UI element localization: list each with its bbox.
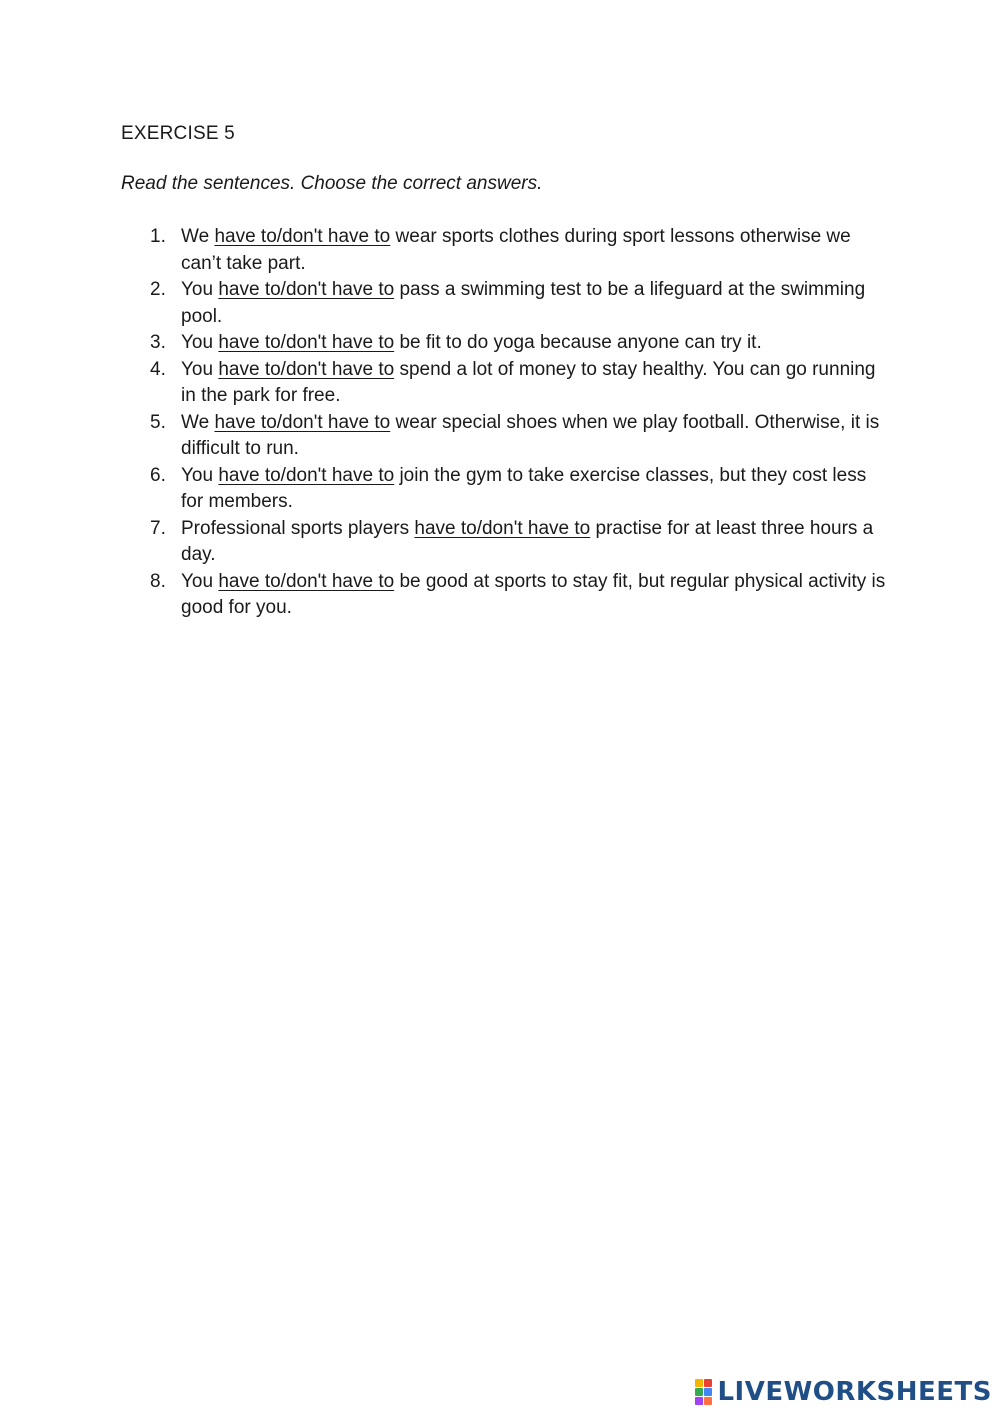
instructions: Read the sentences. Choose the correct answers.: [121, 173, 543, 194]
sentence-end: pass a swimming test to be a lifeguard at the swimming pool.: [181, 279, 866, 327]
sentence-start: You: [181, 279, 219, 300]
answer-choice-4[interactable]: have to/don't have to: [218, 358, 395, 380]
sentence-end: be good at sports to stay fit, but regular physical activity is good for you.: [181, 570, 886, 618]
item-number: 1.: [150, 226, 166, 247]
logo-text: LIVEWORKSHEETS: [717, 1377, 992, 1407]
sentence-start: You: [181, 570, 219, 592]
sentence-start: You: [181, 358, 219, 380]
item-number: 2.: [150, 279, 166, 300]
answer-choice-6[interactable]: have to/don't have to: [218, 464, 395, 486]
answer-choice-8[interactable]: have to/don't have to: [218, 570, 395, 592]
page-title: EXERCISE 5: [121, 123, 235, 144]
liveworksheets-logo: [695, 1377, 992, 1407]
logo-mark-icon: [695, 1379, 712, 1405]
list-item: [150, 410, 890, 463]
answer-choice-7[interactable]: have to/don't have to: [414, 517, 591, 539]
list-item: [150, 569, 890, 622]
sentence-end: be fit to do yoga because anyone can try it.: [394, 332, 762, 353]
logo-block: [695, 1379, 703, 1387]
answer-choice-5[interactable]: have to/don't have to: [214, 411, 391, 433]
sentence-start: We: [181, 411, 215, 433]
item-number: 7.: [150, 517, 166, 539]
answer-choice-2[interactable]: have to/don't have to: [218, 279, 395, 300]
item-number: 3.: [150, 332, 166, 353]
logo-block: [695, 1388, 703, 1396]
item-number: 4.: [150, 358, 166, 380]
sentence-end: spend a lot of money to stay healthy. You can go running in the park for free.: [181, 358, 876, 406]
list-item: [150, 357, 890, 410]
exercise-list: [150, 224, 890, 622]
list-item: [150, 224, 890, 277]
sentence-start: We: [181, 226, 215, 247]
sentence-end: wear sports clothes during sport lessons otherwise we can’t take part.: [181, 226, 851, 274]
item-number: 8.: [150, 570, 166, 592]
item-number: 6.: [150, 464, 166, 486]
sentence-start: Professional sports players: [181, 517, 415, 539]
logo-block: [695, 1397, 703, 1405]
sentence-start: You: [181, 332, 219, 353]
answer-choice-1[interactable]: have to/don't have to: [214, 226, 391, 247]
list-item: [150, 330, 890, 357]
logo-block: [704, 1388, 712, 1396]
sentence-end: wear special shoes when we play football. Otherwise, it is difficult to run.: [181, 411, 880, 459]
sentence-end: practise for at least three hours a day.: [181, 517, 874, 565]
item-number: 5.: [150, 411, 166, 433]
logo-block: [704, 1379, 712, 1387]
list-item: [150, 463, 890, 516]
list-item: [150, 277, 890, 330]
sentence-end: join the gym to take exercise classes, but they cost less for members.: [181, 464, 867, 512]
list-item: [150, 516, 890, 569]
sentence-start: You: [181, 464, 219, 486]
answer-choice-3[interactable]: have to/don't have to: [218, 332, 395, 353]
logo-block: [704, 1397, 712, 1405]
